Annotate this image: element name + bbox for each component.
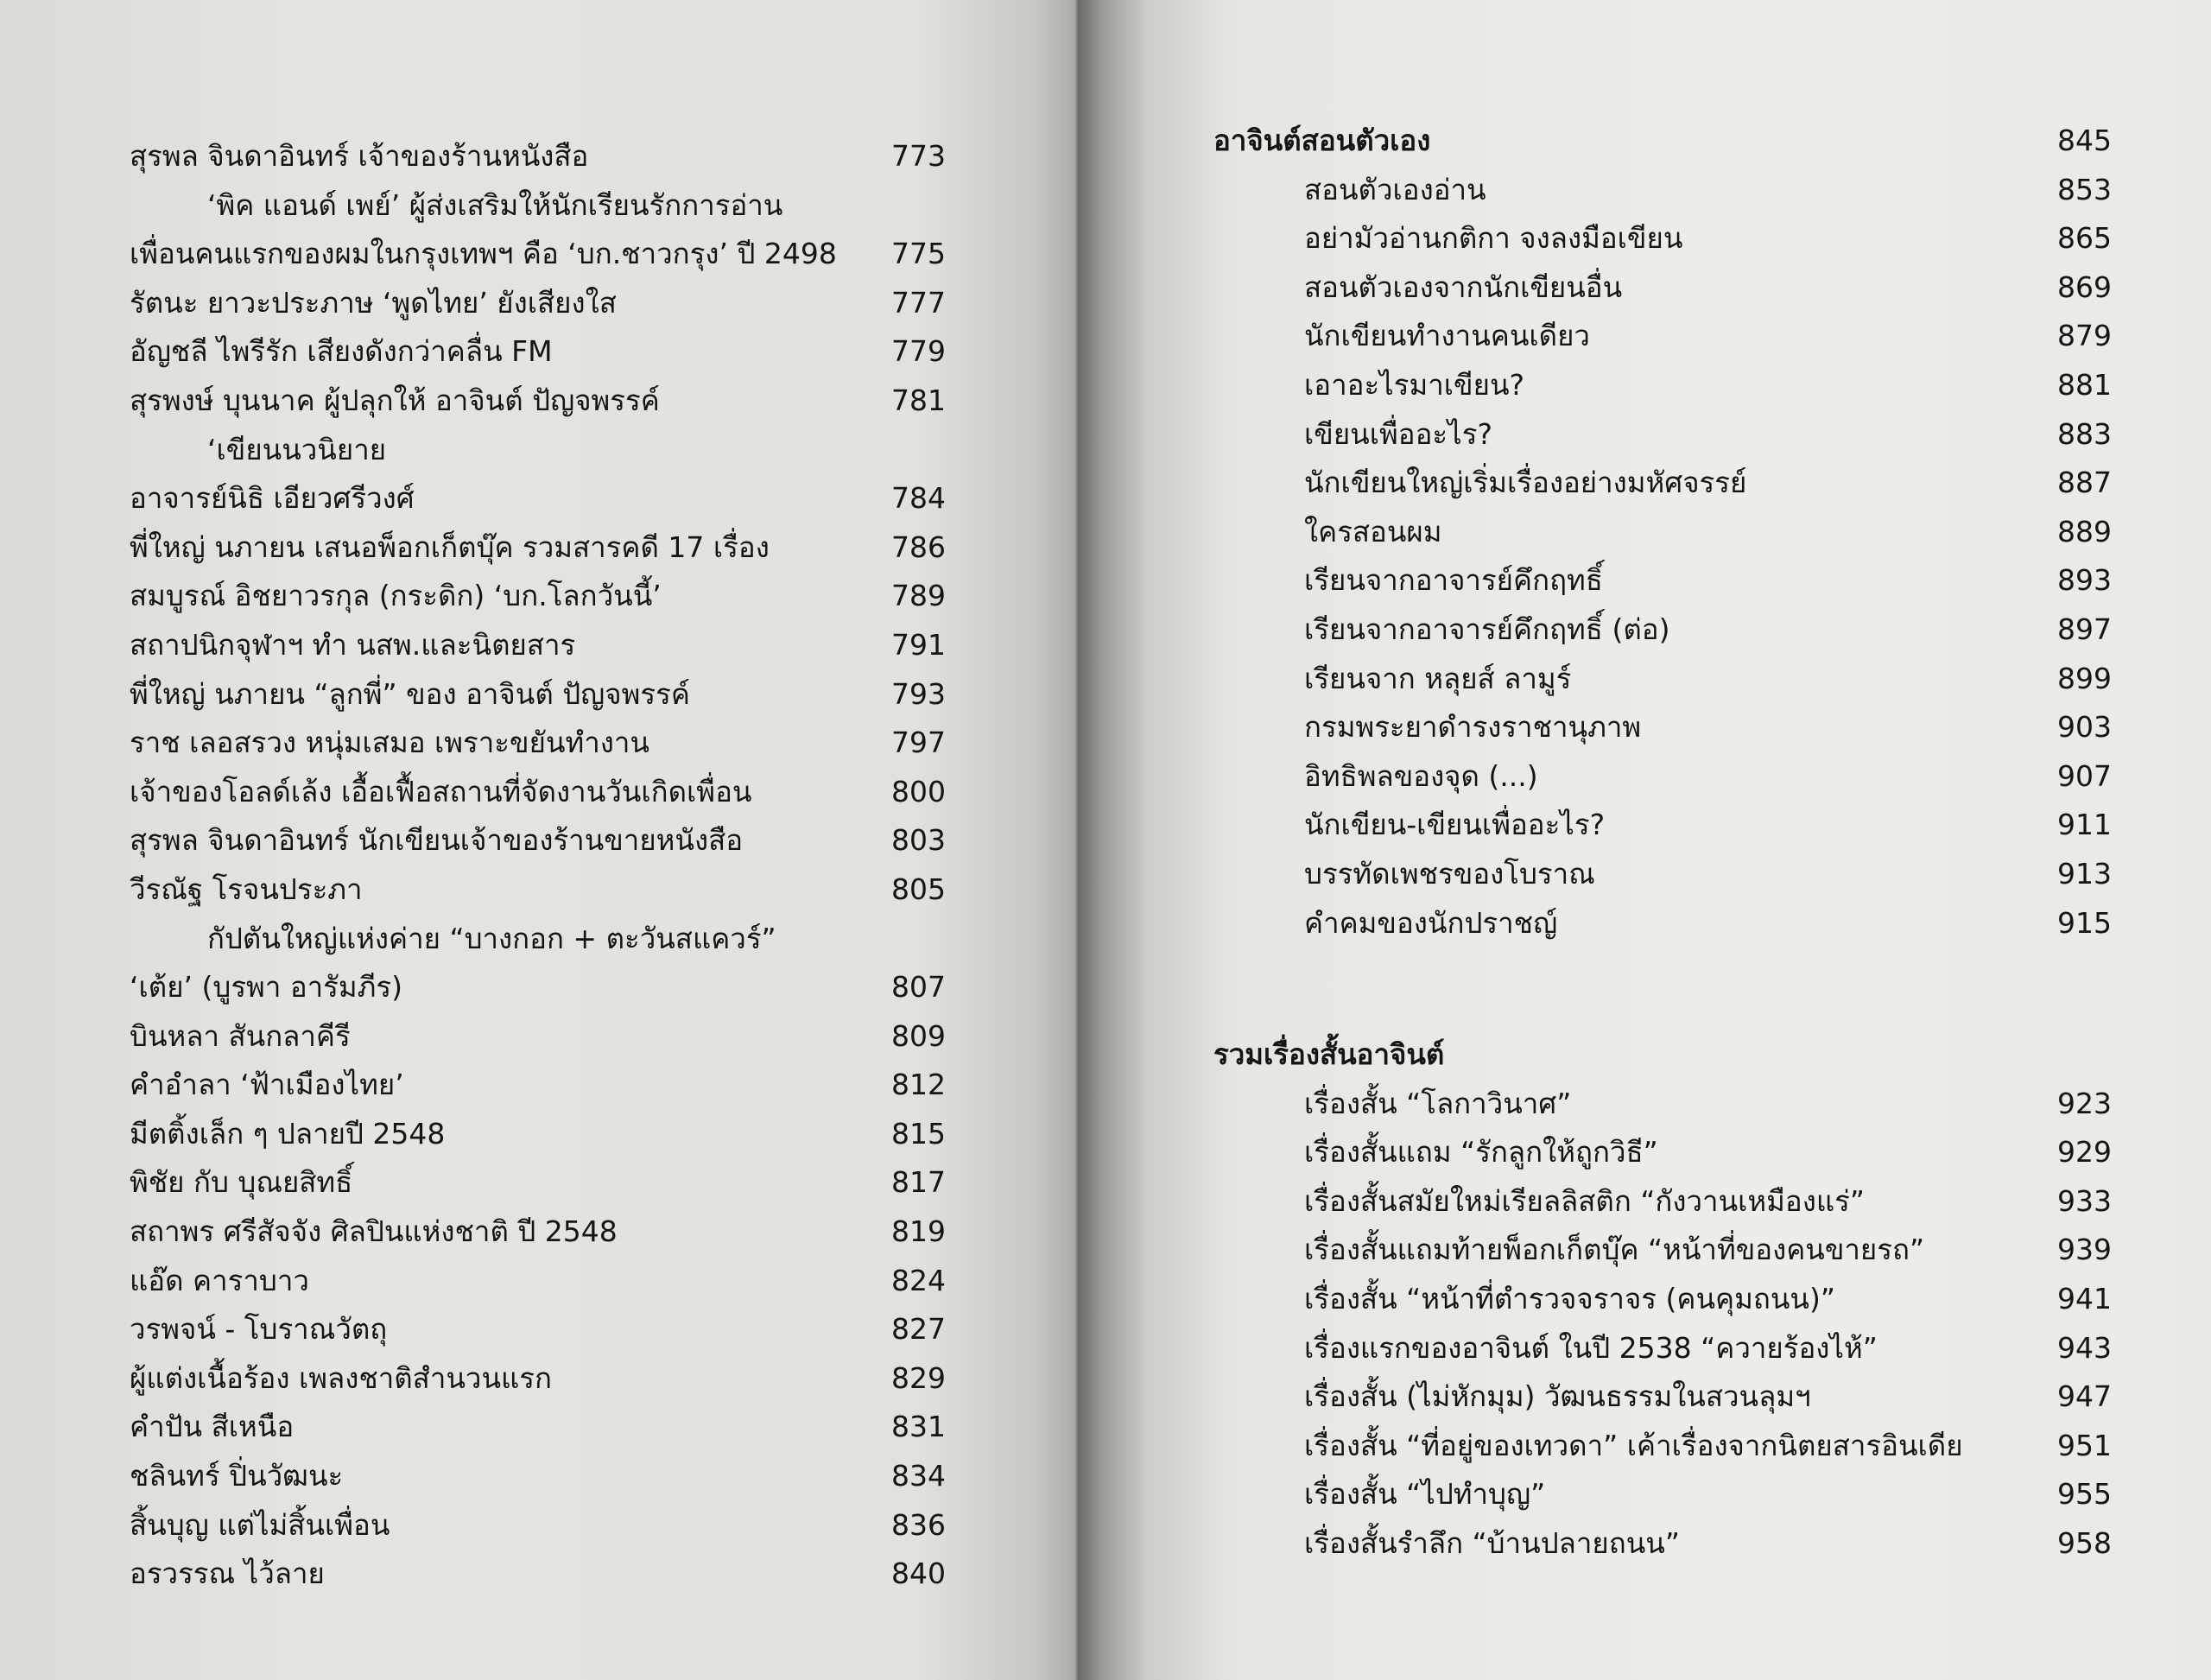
toc-entry-page-number: 815 [891,1116,946,1151]
toc-entry-page-number: 834 [891,1459,946,1493]
toc-entry [130,132,946,181]
toc-entry-page-number: 789 [891,579,946,613]
toc-entry-page-number: 889 [2057,514,2112,548]
toc-entry-page-number: 817 [891,1165,946,1200]
toc-entry-title: คำปัน สีเหนือ [130,1410,295,1444]
toc-entry-title: นักเขียนทำงานคนเดียว [1304,319,1590,353]
toc-entry [130,670,946,720]
toc-entry-title: มีตติ้งเล็ก ๆ ปลายปี 2548 [130,1116,446,1151]
toc-entry [1213,605,2112,655]
toc-entry [1213,361,2112,410]
toc-entry [1213,655,2112,704]
toc-entry [130,1550,946,1599]
toc-entry [1213,850,2112,899]
toc-entry-title: กัปตันใหญ่แห่งค่าย “บางกอก + ตะวันสแควร์” [207,921,776,955]
toc-entry [1213,508,2112,557]
toc-entry-page-number: 899 [2057,661,2112,695]
toc-entry-title: บรรทัดเพชรของโบราณ [1304,856,1595,891]
toc-entry [1213,1080,2112,1129]
toc-entry-page-number: 853 [2057,172,2112,206]
toc-entry [1213,410,2112,460]
toc-entry-page-number: 809 [891,1018,946,1053]
toc-entry-title: เพื่อนคนแรกของผมในกรุงเทพฯ คือ ‘บก.ชาวกรุง’ ปี 2498 [130,237,837,271]
toc-entry [130,1110,946,1159]
toc-entry [1213,1275,2112,1324]
toc-entry-page-number: 805 [891,872,946,906]
section-title: รวมเรื่องสั้นอาจินต์ [1213,1037,1445,1071]
toc-entry [130,523,946,573]
toc-entry [1213,1422,2112,1471]
toc-entry [130,327,946,377]
toc-entry [130,1354,946,1404]
toc-entry [1213,263,2112,313]
section-short-stories [1213,1030,2112,1569]
toc-entry-title: ‘เต้ย’ (บูรพา อารัมภีร) [130,970,403,1005]
toc-entry [130,768,946,817]
toc-entry-title: กรมพระยาดำรงราชานุภาพ [1304,710,1642,745]
toc-entry-title: เรื่องสั้น “ไปทำบุญ” [1304,1477,1546,1512]
toc-entry-page-number: 836 [891,1507,946,1542]
toc-entry [130,915,946,964]
toc-entry-title: เรื่องสั้น “ที่อยู่ของเทวดา” เค้าเรื่องจากนิตยสารอินเดีย [1304,1428,1963,1462]
toc-entry-title: วีรณัฐ โรจนประภา [130,872,363,906]
toc-entry [1213,1128,2112,1177]
toc-entry-page-number: 947 [2057,1379,2112,1414]
toc-entry-page-number: 881 [2057,367,2112,402]
toc-entry [130,963,946,1012]
toc-entry [130,1257,946,1306]
toc-entry [1213,752,2112,802]
toc-entry [130,816,946,865]
toc-entry-page-number: 893 [2057,563,2112,598]
section-heading [1213,1030,2112,1080]
toc-entry-page-number: 824 [891,1263,946,1297]
toc-entry-title: อย่ามัวอ่านกติกา จงลงมือเขียน [1304,221,1683,256]
toc-entry-title: สมบูรณ์ อิชยาวรกุล (กระดิก) ‘บก.โลกวันนี้’ [130,579,662,613]
toc-entry-title: พี่ใหญ่ นภายน เสนอพ็อกเก็ตบุ๊ค รวมสารคดี 17 เรื่อง [130,529,770,564]
toc-entry-title: เจ้าของโอลด์เล้ง เอื้อเฟื้อสถานที่จัดงานวันเกิดเพื่อน [130,774,752,808]
toc-entry-title: วรพจน์ - โบราณวัตถุ [130,1312,388,1347]
toc-entry-page-number: 812 [891,1068,946,1102]
toc-entry [1213,1324,2112,1373]
toc-entry-page-number: 840 [891,1556,946,1591]
toc-entry [130,1501,946,1550]
toc-entry-title: เรื่องสั้น “โลกาวินาศ” [1304,1086,1572,1120]
toc-entry [1213,899,2112,948]
toc-entry-title: สอนตัวเองจากนักเขียนอื่น [1304,269,1623,304]
toc-entry-title: เรื่องสั้น (ไม่หักมุม) วัฒนธรรมในสวนลุมฯ [1304,1379,1811,1414]
toc-entry-title: เรียนจากอาจารย์คึกฤทธิ์ (ต่อ) [1304,612,1670,646]
toc-entry [1213,801,2112,850]
toc-entry-title: เรียนจาก หลุยส์ ลามูร์ [1304,661,1572,695]
toc-entry-page-number: 903 [2057,710,2112,745]
toc-entry-page-number: 800 [891,774,946,808]
toc-entry-page-number: 773 [891,139,946,173]
toc-entry-page-number: 939 [2057,1233,2112,1267]
toc-entry-page-number: 791 [891,627,946,662]
toc-entry-title: สิ้นบุญ แต่ไม่สิ้นเพื่อน [130,1507,390,1542]
toc-entry-page-number: 784 [891,481,946,516]
toc-entry-page-number: 951 [2057,1428,2112,1462]
toc-entry-page-number: 941 [2057,1281,2112,1315]
toc-entry-page-number: 879 [2057,319,2112,353]
toc-entry-title: ชลินทร์ ปิ่นวัฒนะ [130,1459,344,1493]
toc-entry [130,1403,946,1452]
section-title: อาจินต์สอนตัวเอง [1213,124,1431,157]
toc-entry-page-number: 831 [891,1410,946,1444]
toc-entry [130,865,946,915]
toc-entry [1213,1519,2112,1569]
toc-entry [130,230,946,279]
toc-entry [1213,703,2112,752]
toc-entry [130,1158,946,1208]
toc-entry-page-number: 943 [2057,1330,2112,1365]
toc-entry [130,279,946,328]
toc-entry-page-number: 827 [891,1312,946,1347]
toc-entry-title: เอาอะไรมาเขียน? [1304,367,1525,402]
toc-entry-title: ใครสอนผม [1304,514,1442,548]
toc-entry-title: อาจารย์นิธิ เอียวศรีวงศ์ [130,481,415,516]
toc-entry [130,621,946,670]
toc-entry-title: สุรพงษ์ บุนนาค ผู้ปลุกให้ อาจินต์ ปัญจพรรค์ [130,383,660,417]
toc-entry [1213,1373,2112,1422]
toc-entry [1213,312,2112,361]
toc-entry-title: เรื่องสั้นรำลึก “บ้านปลายถนน” [1304,1525,1680,1560]
toc-entry-page-number: 779 [891,334,946,369]
toc-entry-page-number: 887 [2057,466,2112,500]
toc-entry-page-number: 803 [891,823,946,858]
left-page [0,0,1080,1680]
toc-entry-page-number: 933 [2057,1183,2112,1218]
toc-entry [1213,1226,2112,1275]
toc-entry-title: เรื่องสั้น “หน้าที่ตำรวจจราจร (คนคุมถนน)” [1304,1281,1835,1315]
toc-entry-title: เรื่องสั้นแถมท้ายพ็อกเก็ตบุ๊ค “หน้าที่ของคนขายรถ” [1304,1233,1925,1267]
toc-entry-title: เขียนเพื่ออะไร? [1304,416,1492,451]
toc-entry-page-number: 915 [2057,905,2112,940]
toc-entry [130,426,946,475]
toc-entry-page-number: 958 [2057,1525,2112,1560]
section-heading [1213,117,2112,166]
toc-entry [1213,214,2112,263]
toc-entry [130,719,946,768]
toc-entry-page-number: 911 [2057,808,2112,842]
toc-entry [130,1452,946,1501]
toc-entry [1213,1470,2112,1519]
toc-entry-title: พิชัย กับ บุณยสิทธิ์ [130,1165,353,1200]
toc-entry-title: เรื่องแรกของอาจินต์ ในปี 2538 “ควายร้องไห้” [1304,1330,1878,1365]
toc-entry [130,1061,946,1110]
section-toc-list [1213,1080,2112,1569]
toc-entry [130,1012,946,1062]
toc-entry [130,377,946,426]
toc-entry [130,572,946,621]
toc-entry-title: สถาพร ศรีสัจจัง ศิลปินแห่งชาติ ปี 2548 [130,1214,618,1249]
toc-entry-title: อัญชลี ไพรีรัก เสียงดังกว่าคลื่น FM [130,334,553,369]
toc-entry-title: คำอำลา ‘ฟ้าเมืองไทย’ [130,1068,404,1102]
toc-entry-page-number: 807 [891,970,946,1005]
section-toc-list [1213,166,2112,948]
toc-entry-title: อรวรรณ ไว้ลาย [130,1556,325,1591]
toc-entry [1213,459,2112,508]
toc-entry-page-number: 869 [2057,269,2112,304]
section-self-teaching [1213,117,2112,948]
toc-entry [130,181,946,231]
left-toc-list [130,132,946,1599]
toc-entry [130,1208,946,1257]
toc-entry-title: รัตนะ ยาวะประภาษ ‘พูดไทย’ ยังเสียงใส [130,285,617,320]
toc-entry [130,474,946,523]
toc-entry-page-number: 793 [891,676,946,711]
toc-entry-title: เรียนจากอาจารย์คึกฤทธิ์ [1304,563,1603,598]
toc-entry-page-number: 883 [2057,416,2112,451]
toc-entry-page-number: 786 [891,529,946,564]
toc-entry-title: บินหลา สันกลาคีรี [130,1018,351,1053]
toc-entry-title: ‘เขียนนวนิยาย [207,432,387,466]
toc-entry-page-number: 913 [2057,856,2112,891]
toc-entry-title: คำคมของนักปราชญ์ [1304,905,1558,940]
toc-entry-page-number: 777 [891,285,946,320]
toc-entry-page-number: 923 [2057,1086,2112,1120]
toc-entry-title: ‘พิค แอนด์ เพย์’ ผู้ส่งเสริมให้นักเรียนรักการอ่าน [207,187,783,222]
toc-entry-title: ราช เลอสรวง หนุ่มเสมอ เพราะขยันทำงาน [130,726,649,760]
toc-entry-title: พี่ใหญ่ นภายน “ลูกพี่” ของ อาจินต์ ปัญจพรรค์ [130,676,690,711]
toc-entry-title: สุรพล จินดาอินทร์ นักเขียนเจ้าของร้านขายหนังสือ [130,823,744,858]
toc-entry-page-number: 775 [891,237,946,271]
toc-entry-page-number: 781 [891,383,946,417]
toc-entry-page-number: 797 [891,726,946,760]
toc-entry [1213,1177,2112,1227]
toc-entry-title: นักเขียนใหญ่เริ่มเรื่องอย่างมหัศจรรย์ [1304,466,1747,500]
toc-entry-page-number: 929 [2057,1135,2112,1170]
toc-entry-page-number: 829 [891,1360,946,1395]
toc-entry-page-number: 955 [2057,1477,2112,1512]
toc-entry-page-number: 897 [2057,612,2112,646]
toc-entry-page-number: 819 [891,1214,946,1249]
toc-entry-title: แอ๊ด คาราบาว [130,1263,309,1297]
toc-entry-title: อิทธิพลของจุด (...) [1304,758,1538,793]
toc-entry [1213,166,2112,215]
toc-entry [130,1305,946,1354]
toc-entry-title: สอนตัวเองอ่าน [1304,172,1486,206]
section-page-number: 845 [2057,124,2112,157]
toc-entry-title: ผู้แต่งเนื้อร้อง เพลงชาติสำนวนแรก [130,1360,552,1395]
toc-entry-page-number: 865 [2057,221,2112,256]
toc-entry-title: เรื่องสั้นแถม “รักลูกให้ถูกวิธี” [1304,1135,1658,1170]
toc-entry [1213,556,2112,605]
toc-entry-title: เรื่องสั้นสมัยใหม่เรียลลิสติก “กังวานเหมืองแร่” [1304,1183,1865,1218]
toc-entry-page-number: 907 [2057,758,2112,793]
toc-entry-title: สถาปนิกจุฬาฯ ทำ นสพ.และนิตยสาร [130,627,576,662]
toc-entry-title: นักเขียน-เขียนเพื่ออะไร? [1304,808,1606,842]
toc-entry-title: สุรพล จินดาอินทร์ เจ้าของร้านหนังสือ [130,139,589,173]
